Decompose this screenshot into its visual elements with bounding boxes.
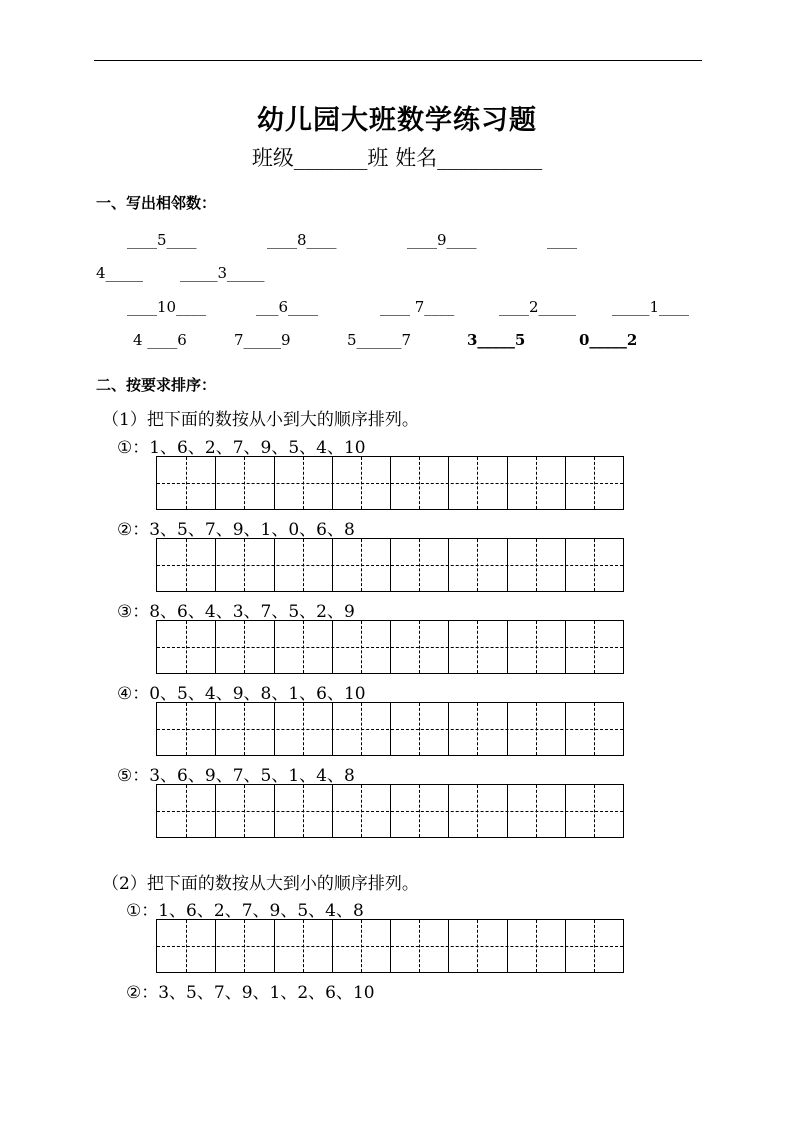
grid-cell-border	[507, 785, 508, 837]
between-blank[interactable]: 4 ____6	[133, 331, 187, 349]
grid-cell-divider	[303, 457, 304, 509]
answer-grid[interactable]	[156, 702, 624, 756]
grid-cell-border	[565, 920, 566, 972]
answer-grid[interactable]	[156, 919, 624, 973]
page-title: 幼儿园大班数学练习题	[257, 105, 537, 136]
grid-cell-border	[332, 785, 333, 837]
part2-instruction: （2）把下面的数按从大到小的顺序排列。	[102, 874, 419, 894]
section2-heading: 二、按要求排序：	[96, 376, 217, 394]
sequence-label: ①：1、6、2、7、9、5、4、8	[126, 901, 364, 921]
grid-cell-divider	[244, 539, 245, 591]
grid-cell-divider	[303, 785, 304, 837]
grid-cell-divider	[594, 703, 595, 755]
sequence-label: ③：8、6、4、3、7、5、2、9	[117, 602, 355, 622]
grid-cell-border	[507, 920, 508, 972]
grid-cell-divider	[594, 457, 595, 509]
between-blank[interactable]: 0_____2	[579, 331, 638, 349]
grid-cell-border	[507, 703, 508, 755]
neighbor-blank[interactable]: ____ 7____	[380, 298, 455, 316]
grid-cell-border	[565, 457, 566, 509]
grid-cell-border	[507, 539, 508, 591]
part1-instruction: （1）把下面的数按从小到大的顺序排列。	[102, 410, 419, 430]
grid-cell-divider	[361, 785, 362, 837]
grid-cell-divider	[536, 703, 537, 755]
grid-cell-border	[448, 621, 449, 673]
grid-cell-border	[274, 457, 275, 509]
grid-cell-border	[390, 621, 391, 673]
grid-cell-border	[332, 621, 333, 673]
grid-cell-divider	[186, 621, 187, 673]
grid-cell-divider	[244, 785, 245, 837]
grid-cell-border	[332, 920, 333, 972]
answer-grid[interactable]	[156, 620, 624, 674]
grid-cell-divider	[244, 457, 245, 509]
grid-cell-divider	[244, 703, 245, 755]
grid-cell-border	[448, 920, 449, 972]
grid-cell-border	[390, 785, 391, 837]
grid-cell-divider	[186, 920, 187, 972]
sequence-label: ④：0、5、4、9、8、1、6、10	[117, 684, 366, 704]
grid-cell-divider	[536, 920, 537, 972]
grid-cell-divider	[419, 703, 420, 755]
grid-cell-divider	[536, 621, 537, 673]
grid-cell-divider	[303, 920, 304, 972]
grid-cell-divider	[244, 920, 245, 972]
neighbor-blank[interactable]: _____1____	[612, 298, 690, 316]
grid-cell-divider	[186, 703, 187, 755]
grid-cell-border	[215, 785, 216, 837]
grid-cell-border	[448, 539, 449, 591]
sequence-label: ①：1、6、2、7、9、5、4、10	[117, 438, 366, 458]
answer-grid[interactable]	[156, 538, 624, 592]
grid-cell-divider	[244, 621, 245, 673]
neighbor-blank[interactable]: ____2_____	[499, 298, 577, 316]
grid-cell-divider	[536, 785, 537, 837]
neighbor-blank[interactable]: _____3_____	[180, 264, 265, 282]
top-rule	[94, 60, 702, 61]
grid-cell-border	[507, 621, 508, 673]
grid-cell-divider	[361, 539, 362, 591]
between-blank[interactable]: 5______7	[347, 331, 412, 349]
grid-cell-divider	[361, 457, 362, 509]
grid-cell-divider	[303, 621, 304, 673]
grid-cell-divider	[186, 785, 187, 837]
neighbor-blank[interactable]: ____10____	[127, 298, 207, 316]
grid-cell-divider	[477, 703, 478, 755]
answer-grid[interactable]	[156, 456, 624, 510]
grid-cell-border	[448, 457, 449, 509]
grid-cell-divider	[536, 457, 537, 509]
grid-cell-divider	[477, 785, 478, 837]
grid-cell-divider	[594, 920, 595, 972]
between-blank[interactable]: 3_____5	[467, 331, 526, 349]
grid-cell-border	[507, 457, 508, 509]
grid-cell-border	[565, 621, 566, 673]
grid-cell-divider	[477, 539, 478, 591]
answer-grid[interactable]	[156, 784, 624, 838]
section1-heading: 一、写出相邻数：	[96, 194, 217, 212]
grid-cell-border	[448, 703, 449, 755]
grid-cell-border	[390, 703, 391, 755]
grid-cell-divider	[536, 539, 537, 591]
grid-cell-border	[274, 621, 275, 673]
grid-cell-border	[215, 539, 216, 591]
grid-cell-divider	[303, 703, 304, 755]
grid-cell-border	[565, 539, 566, 591]
grid-cell-border	[215, 703, 216, 755]
grid-cell-divider	[477, 621, 478, 673]
grid-cell-border	[274, 920, 275, 972]
grid-cell-divider	[477, 920, 478, 972]
grid-cell-border	[448, 785, 449, 837]
grid-cell-divider	[419, 457, 420, 509]
grid-cell-border	[565, 785, 566, 837]
neighbor-blank[interactable]: ____5____	[127, 231, 197, 249]
grid-cell-border	[332, 703, 333, 755]
grid-cell-divider	[477, 457, 478, 509]
grid-cell-border	[274, 539, 275, 591]
grid-cell-divider	[303, 539, 304, 591]
grid-cell-divider	[361, 621, 362, 673]
grid-cell-divider	[594, 621, 595, 673]
grid-cell-divider	[361, 703, 362, 755]
grid-cell-border	[390, 920, 391, 972]
grid-cell-border	[332, 457, 333, 509]
grid-cell-divider	[361, 920, 362, 972]
grid-cell-border	[332, 539, 333, 591]
grid-cell-divider	[186, 539, 187, 591]
grid-cell-border	[390, 539, 391, 591]
grid-cell-divider	[419, 920, 420, 972]
grid-cell-border	[274, 703, 275, 755]
grid-cell-border	[215, 920, 216, 972]
neighbor-blank[interactable]: ____9____	[407, 231, 477, 249]
grid-cell-border	[274, 785, 275, 837]
grid-cell-divider	[419, 539, 420, 591]
grid-cell-divider	[419, 785, 420, 837]
class-name-line: 班级_______班 姓名__________	[251, 146, 543, 170]
grid-cell-divider	[419, 621, 420, 673]
between-blank[interactable]: 7_____9	[234, 331, 291, 349]
neighbor-blank[interactable]: 4_____	[96, 264, 144, 282]
sequence-label: ②：3、5、7、9、1、0、6、8	[117, 520, 355, 540]
neighbor-blank[interactable]: ____8____	[267, 231, 337, 249]
grid-cell-border	[215, 621, 216, 673]
grid-cell-divider	[594, 785, 595, 837]
grid-cell-border	[215, 457, 216, 509]
grid-cell-divider	[186, 457, 187, 509]
grid-cell-border	[390, 457, 391, 509]
neighbor-blank[interactable]: ___6____	[256, 298, 319, 316]
grid-cell-divider	[594, 539, 595, 591]
sequence-label: ②：3、5、7、9、1、2、6、10	[126, 983, 375, 1003]
sequence-label: ⑤：3、6、9、7、5、1、4、8	[117, 766, 355, 786]
grid-cell-border	[565, 703, 566, 755]
neighbor-blank[interactable]: ____	[547, 231, 577, 249]
